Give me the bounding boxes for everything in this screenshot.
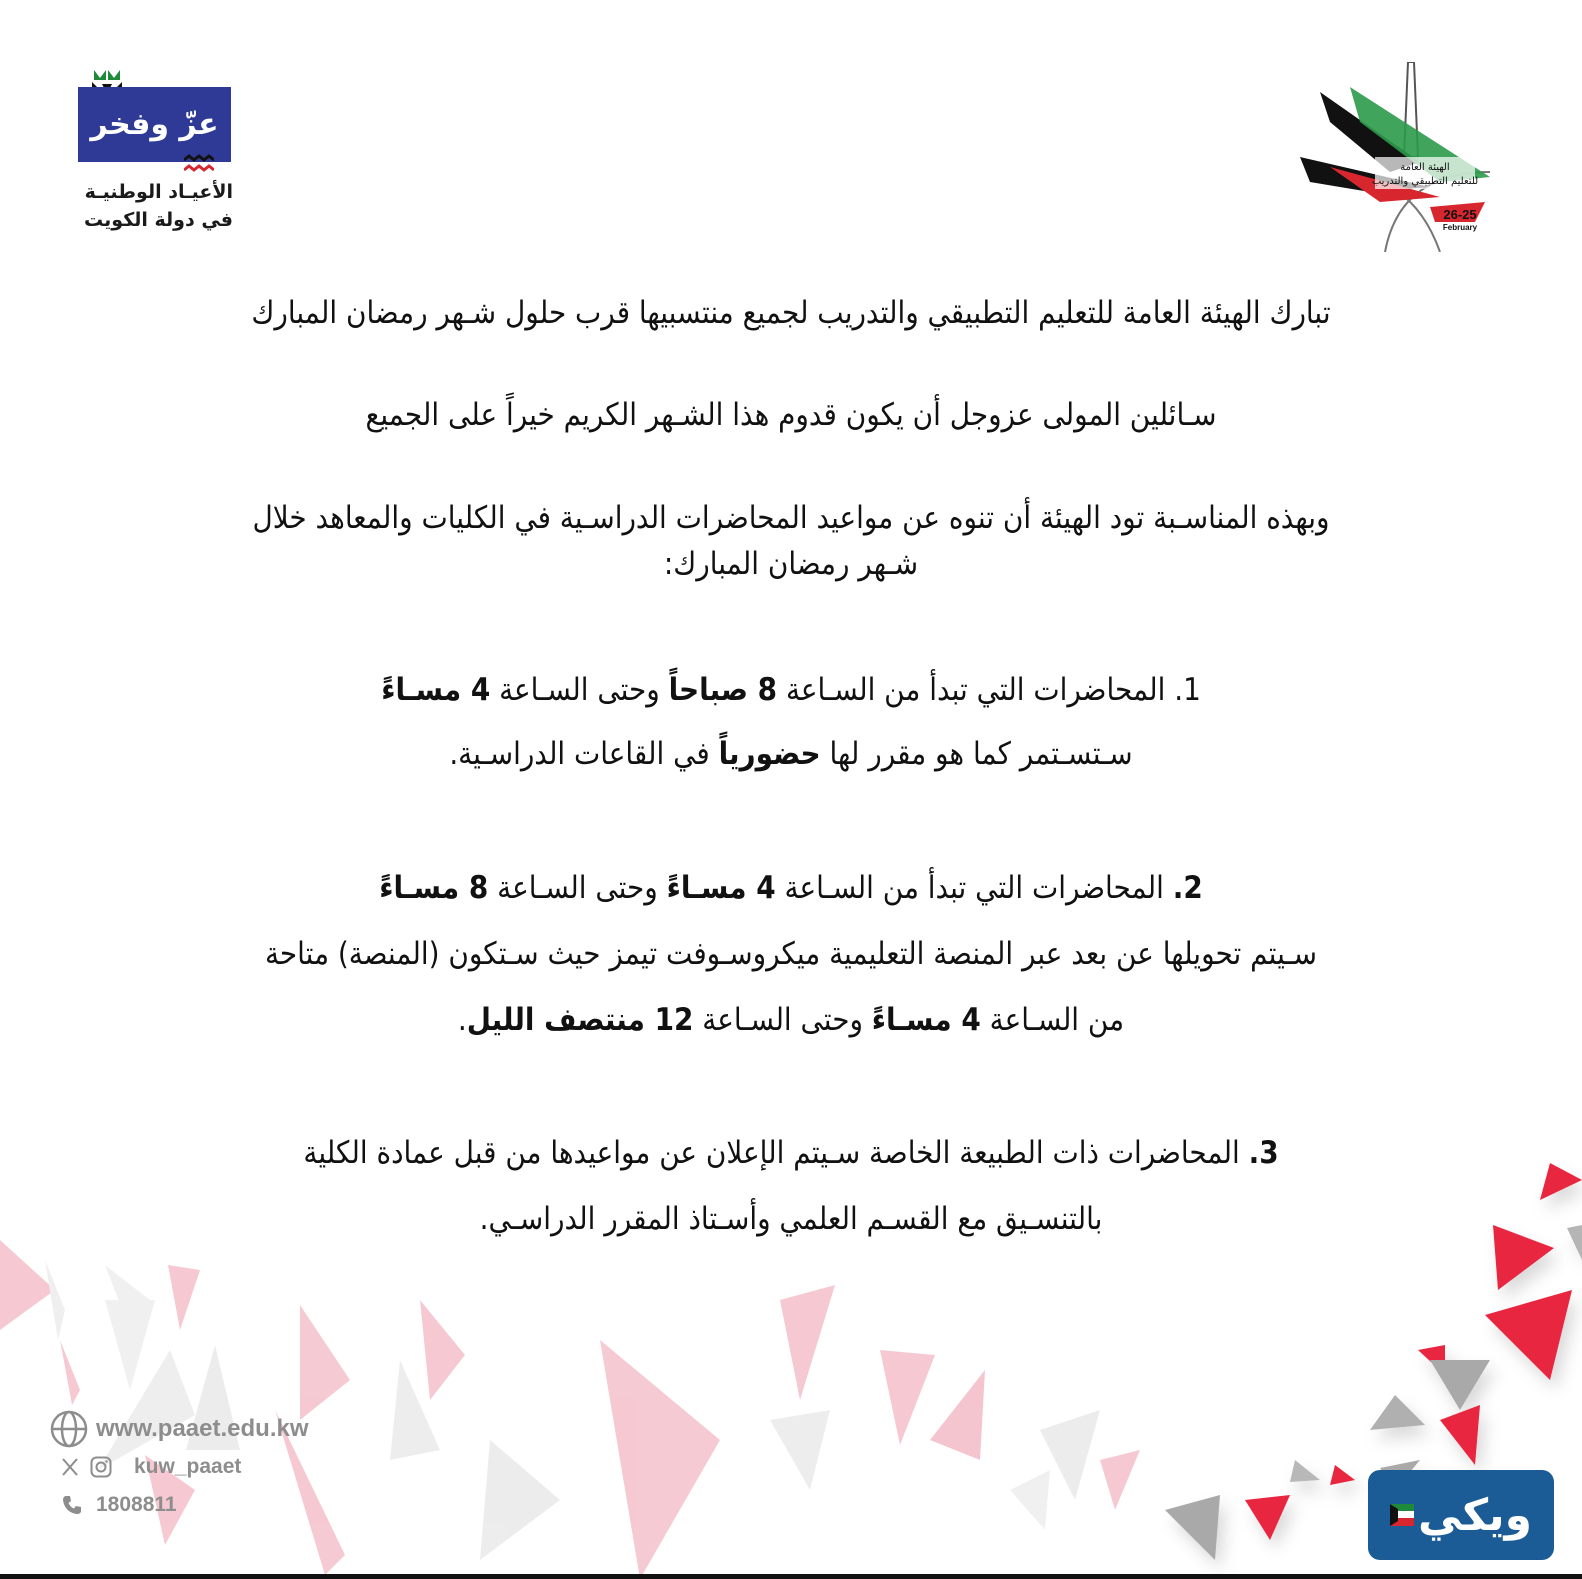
item-number: 3. [1248, 1135, 1279, 1171]
item-2-line-2: سـيتم تحويلها عن بعد عبر المنصة التعليمية ميكروسـوفت تيمز حيث سـتكون (المنصة) متاحة [264, 936, 1318, 972]
item-text: وحتى السـاعة [702, 1002, 863, 1038]
item-text: المحاضرات ذات الطبيعة الخاصة سـيتم الإعلان عن مواعيدها من قبل عمادة الكلية [303, 1135, 1240, 1171]
item-text: سـتسـتمر كما هو مقرر لها [829, 736, 1133, 772]
social-handle[interactable]: kuw_paaet [134, 1455, 242, 1478]
item-text: المحاضرات التي تبدأ من السـاعة [784, 870, 1164, 906]
caption-line-1: الأعيـاد الوطنيـة [84, 181, 233, 203]
item-text: وحتى السـاعة [499, 672, 660, 708]
x-icon[interactable] [60, 1457, 80, 1477]
intro-paragraph [110, 493, 1472, 589]
paaet-emblem-icon [1290, 62, 1500, 252]
item-1-line-1 [110, 658, 1472, 722]
item-number: 2. [1172, 870, 1203, 906]
attendance-mode: حضورياً [718, 736, 821, 772]
national-days-caption [76, 178, 233, 234]
item-text: من السـاعة [989, 1002, 1125, 1038]
intro-line-2: شـهر رمضان المبارك: [663, 546, 919, 582]
item-2-line-3 [110, 987, 1472, 1053]
social-row [50, 1448, 370, 1486]
instagram-icon[interactable] [90, 1456, 112, 1478]
intro-line-1: وبهذه المناسـبة تود الهيئة أن تنوه عن مواعيد المحاضرات الدراسـية في الكليات والمعاهد خلال [252, 500, 1330, 536]
kuwait-flag-icon [1390, 1504, 1414, 1526]
availability-end: 12 منتصف الليل [466, 1002, 694, 1038]
item-3-line-2: بالتنسـيق مع القسـم العلمي وأسـتاذ المقرر الدراسـي. [479, 1201, 1103, 1237]
website-link[interactable]: www.paaet.edu.kw [96, 1415, 309, 1442]
item-text: المحاضرات التي تبدأ من السـاعة [785, 672, 1166, 708]
start-time: 4 مسـاءً [666, 870, 776, 906]
website-row[interactable] [50, 1410, 370, 1448]
national-days-title: عزّ وفخر [78, 87, 231, 162]
item-number: 1. [1174, 672, 1201, 708]
item-1-line-2 [110, 722, 1472, 786]
contact-info [50, 1410, 370, 1524]
item-text: . [457, 1002, 467, 1038]
globe-icon [50, 1410, 88, 1448]
availability-start: 4 مسـاءً [871, 1002, 981, 1038]
watermark-label: ويكي [1418, 1489, 1532, 1541]
item-text: وحتى السـاعة [497, 870, 658, 906]
caption-line-2: في دولة الكويت [84, 209, 233, 231]
item-3-line-1 [110, 1120, 1472, 1186]
greeting-paragraph: تبارك الهيئة العامة للتعليم التطبيقي والتدريب لجميع منتسبيها قرب حلول شـهر رمضان المبارك [251, 295, 1331, 331]
bottom-border [0, 1574, 1582, 1579]
svg-text:26-25: 26-25 [1443, 207, 1477, 222]
schedule-item-2 [110, 855, 1472, 1053]
start-time: 8 صباحاً [668, 672, 778, 708]
paaet-logo [1290, 62, 1500, 252]
end-time: 4 مسـاءً [381, 672, 491, 708]
item-2-line-1 [110, 855, 1472, 921]
svg-text:للتعليم التطبيقي والتدريب: للتعليم التطبيقي والتدريب [1371, 176, 1479, 187]
schedule-item-3 [110, 1120, 1472, 1252]
national-days-logo [76, 70, 236, 245]
wave-ornament-icon [184, 154, 214, 174]
svg-text:الهيئة العامة: الهيئة العامة [1400, 162, 1450, 173]
item-text: في القاعات الدراسـية. [449, 736, 710, 772]
prayer-paragraph: سـائلين المولى عزوجل أن يكون قدوم هذا الشـهر الكريم خيراً على الجميع [365, 397, 1217, 433]
wiki-watermark-badge [1368, 1470, 1554, 1560]
phone-icon [62, 1495, 82, 1515]
phone-row [50, 1486, 370, 1524]
svg-text:February: February [1442, 223, 1478, 232]
end-time: 8 مسـاءً [379, 870, 489, 906]
schedule-item-1 [110, 658, 1472, 786]
phone-number: 1808811 [96, 1493, 177, 1516]
